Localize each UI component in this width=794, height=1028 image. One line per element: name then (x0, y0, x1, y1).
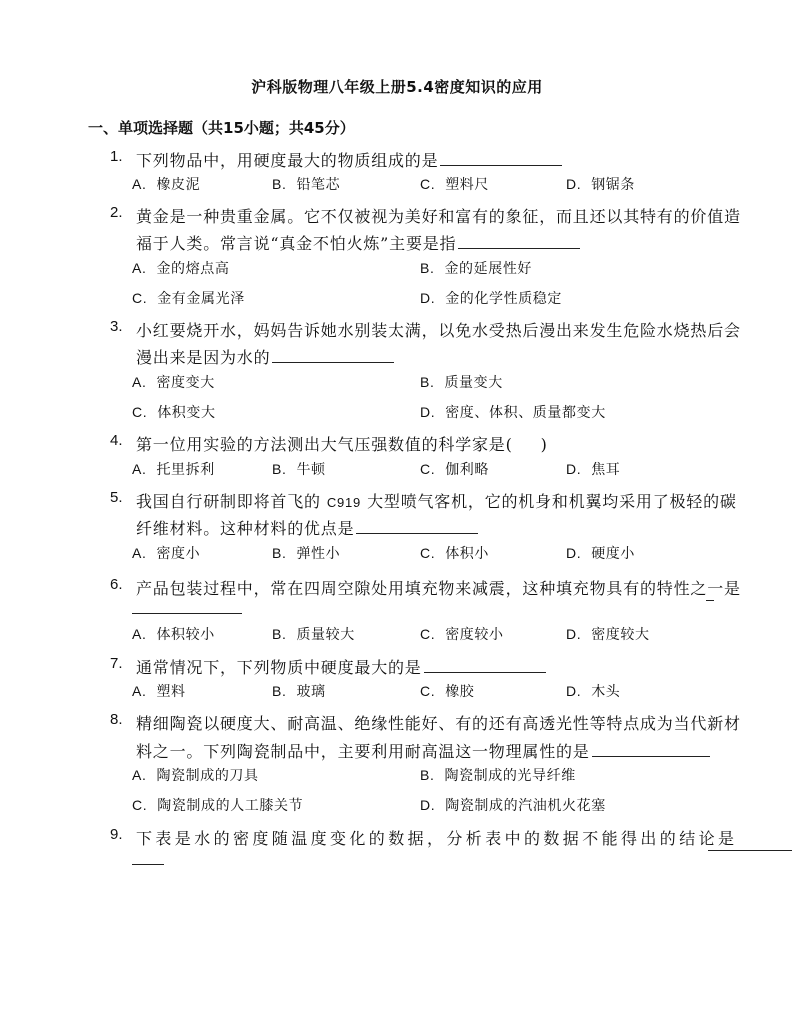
option-c[interactable]: C. 密度较小 (420, 626, 504, 643)
option-d[interactable]: D. 焦耳 (566, 461, 621, 478)
question-stem (136, 345, 394, 368)
question-stem (136, 432, 548, 455)
option-c[interactable]: C. 金有金属光泽 (132, 290, 245, 307)
question-number: 8. (110, 711, 123, 728)
question-number: 7. (110, 655, 123, 672)
question-text: 黄金是一种贵重金属。它不仅被视为美好和富有的象征，而且还以其特有的价值造 (136, 207, 741, 226)
option-c[interactable]: C. 伽利略 (420, 461, 490, 478)
option-d[interactable]: D. 密度较大 (566, 626, 650, 643)
section-heading: 一、单项选择题（共15小题；共45分） (88, 119, 355, 137)
option-a[interactable]: A. 陶瓷制成的刀具 (132, 767, 259, 784)
question-text: 下列物品中，用硬度最大的物质组成的是 (136, 151, 439, 170)
question-text: 福于人类。常言说“真金不怕火炼”主要是指 (136, 234, 457, 253)
question-text: 第一位用实验的方法测出大气压强数值的科学家是( (136, 435, 513, 454)
option-c[interactable]: C. 体积变大 (132, 404, 216, 421)
question-stem (136, 231, 580, 254)
option-a[interactable]: A. 塑料 (132, 683, 186, 700)
question-stem (136, 489, 737, 512)
question-text-end: ) (540, 435, 548, 454)
question-text: 精细陶瓷以硬度大、耐高温、绝缘性能好、有的还有高透光性等特点成为当代新材 (136, 714, 741, 733)
option-c[interactable]: C. 塑料尺 (420, 176, 490, 193)
aircraft-model: C919 (326, 495, 362, 510)
question-text: 纤维材料。这种材料的优点是 (136, 519, 355, 538)
question-number: 6. (110, 576, 123, 593)
option-a[interactable]: A. 密度小 (132, 545, 201, 562)
question-stem (136, 148, 562, 171)
option-a[interactable]: A. 托里拆利 (132, 461, 215, 478)
option-d[interactable]: D. 密度、体积、质量都变大 (420, 404, 606, 421)
question-text: 漫出来是因为水的 (136, 348, 271, 367)
question-text: 大型喷气客机，它的机身和机翼均采用了极轻的碳 (367, 492, 737, 511)
question-text: 下表是水的密度随温度变化的数据，分析表中的数据不能得出的结论是 (136, 829, 738, 848)
option-d[interactable]: D. 木头 (566, 683, 621, 700)
question-text: 我国自行研制即将首飞的 (136, 492, 321, 511)
document-title: 沪科版物理八年级上册5.4密度知识的应用 (251, 78, 543, 96)
question-text: 料之一。下列陶瓷制品中，主要利用耐高温这一物理属性的是 (136, 742, 590, 761)
option-c[interactable]: C. 橡胶 (420, 683, 475, 700)
option-b[interactable]: B. 陶瓷制成的光导纤维 (420, 767, 576, 784)
option-d[interactable]: D. 陶瓷制成的汽油机火花塞 (420, 797, 606, 814)
question-stem (136, 655, 546, 678)
option-d[interactable]: D. 硬度小 (566, 545, 636, 562)
answer-blank-continued[interactable] (132, 599, 242, 614)
question-number: 2. (110, 204, 123, 221)
answer-blank[interactable] (458, 234, 580, 249)
question-stem (136, 516, 478, 539)
answer-blank[interactable] (356, 519, 478, 534)
answer-blank-continued[interactable] (132, 850, 164, 865)
option-b[interactable]: B. 牛顿 (272, 461, 326, 478)
option-d[interactable]: D. 金的化学性质稳定 (420, 290, 563, 307)
question-number: 1. (110, 148, 123, 165)
option-a[interactable]: A. 橡皮泥 (132, 176, 201, 193)
option-a[interactable]: A. 密度变大 (132, 374, 215, 391)
question-stem (136, 739, 710, 762)
answer-blank[interactable] (272, 348, 394, 363)
question-text: 通常情况下，下列物质中硬度最大的是 (136, 658, 422, 677)
answer-blank[interactable] (592, 742, 710, 757)
option-b[interactable]: B. 弹性小 (272, 545, 341, 562)
question-text: 产品包装过程中，常在四周空隙处用填充物来减震，这种填充物具有的特性之一是 (136, 579, 741, 598)
answer-blank[interactable] (424, 658, 546, 673)
answer-blank[interactable] (440, 151, 562, 166)
option-b[interactable]: B. 玻璃 (272, 683, 326, 700)
answer-blank[interactable] (706, 586, 714, 601)
answer-blank[interactable] (708, 836, 792, 851)
option-c[interactable]: C. 体积小 (420, 545, 490, 562)
option-d[interactable]: D. 钢锯条 (566, 176, 636, 193)
question-number: 4. (110, 432, 123, 449)
option-c[interactable]: C. 陶瓷制成的人工膝关节 (132, 797, 304, 814)
question-number: 3. (110, 318, 123, 335)
option-b[interactable]: B. 金的延展性好 (420, 260, 533, 277)
option-b[interactable]: B. 质量变大 (420, 374, 503, 391)
option-b[interactable]: B. 质量较大 (272, 626, 355, 643)
option-a[interactable]: A. 金的熔点高 (132, 260, 230, 277)
question-number: 5. (110, 489, 123, 506)
option-a[interactable]: A. 体积较小 (132, 626, 215, 643)
question-text: 小红要烧开水，妈妈告诉她水别装太满，以免水受热后漫出来发生危险水烧热后会 (136, 321, 741, 340)
question-number: 9. (110, 826, 123, 843)
option-b[interactable]: B. 铅笔芯 (272, 176, 341, 193)
